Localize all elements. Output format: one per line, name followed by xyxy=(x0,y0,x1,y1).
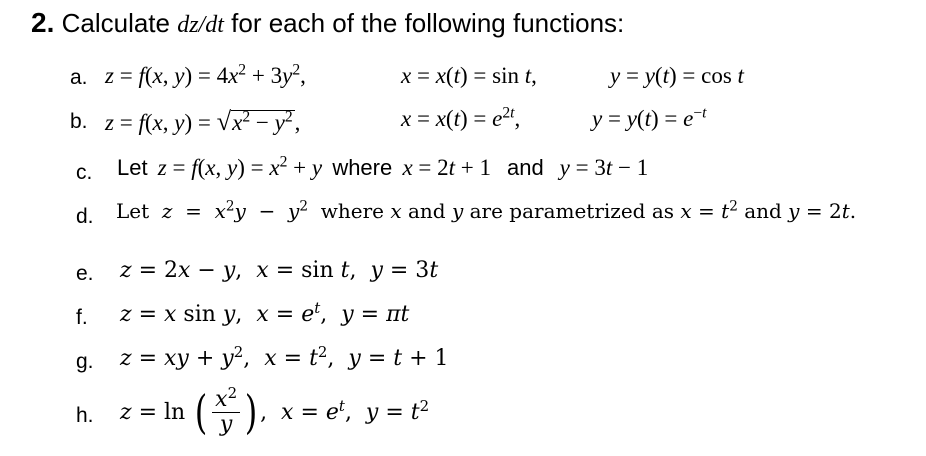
instruction-post: for each of the following functions: xyxy=(223,8,625,38)
item-b-x: $x = x(t) = e^{2t}$, xyxy=(401,104,521,131)
item-c-statement xyxy=(117,155,648,181)
item-a-x: x = x(t) = sin t, xyxy=(401,63,537,88)
item-g-formula: z = xy + $y^2$, $x = t^2$, y = t + 1 xyxy=(120,342,449,371)
problem-heading xyxy=(31,7,624,39)
item-b-formula: z = f(x, $y) = √x^2 - y^2$, xyxy=(105,106,301,136)
item-b-label: b. xyxy=(70,110,88,133)
item-g-label: g. xyxy=(76,350,94,373)
item-d-statement: Let $z = x^2y - y^2$ where x and y are parametrized as $x = t^2$ and y = 2t. xyxy=(116,198,857,223)
item-h-label: h. xyxy=(76,404,94,427)
item-d-formula: $z = x^2y - y^2$ xyxy=(161,198,309,223)
item-c-label: c. xyxy=(76,161,93,184)
item-c-let: Let xyxy=(117,155,148,180)
item-d-and: and xyxy=(407,199,446,223)
item-d-label: d. xyxy=(76,205,94,228)
item-f-label: f. xyxy=(76,306,88,329)
item-d-where: where xyxy=(320,199,384,223)
problem-number: 2. xyxy=(31,7,55,38)
item-b-y: $y = y(t) = e^{-t}$ xyxy=(592,104,707,131)
item-f-formula: z = x sin y, $x = e^t$, y = πt xyxy=(120,298,410,327)
item-a-label: a. xyxy=(70,66,88,89)
item-e-formula: z = 2x − y, x = sin t, y = 3t xyxy=(120,258,439,283)
item-d-and2: and xyxy=(744,199,782,223)
item-a-formula: z = f(x, $y) = 4x^2 + 3y^2$, xyxy=(105,61,306,88)
item-h-formula: z = ln ( $\frac{x^2}{y}$ ) , $x = e^t$, $y = t^2$ xyxy=(120,383,430,439)
item-c-where: where xyxy=(332,155,393,180)
instruction-variable: dz/dt xyxy=(177,12,224,38)
item-c-y: y = 3t − 1 xyxy=(559,155,649,180)
item-d-x: $x = t^2$ xyxy=(680,198,738,223)
item-c-formula: z = f(x, $y) = x^2 + y$ xyxy=(157,153,323,180)
instruction-pre: Calculate xyxy=(61,8,178,38)
item-e-label: e. xyxy=(76,262,94,285)
item-a-y: y = y(t) = cos t xyxy=(610,63,744,88)
item-d-let: Let xyxy=(116,199,150,223)
item-c-and: and xyxy=(506,155,544,180)
item-h-fraction: $\frac{x^2}{y}$ xyxy=(212,388,240,437)
item-d-param: are parametrized as xyxy=(469,199,675,223)
item-d-y: y = 2t. xyxy=(788,199,857,223)
item-c-x: x = 2t + 1 xyxy=(402,155,503,180)
